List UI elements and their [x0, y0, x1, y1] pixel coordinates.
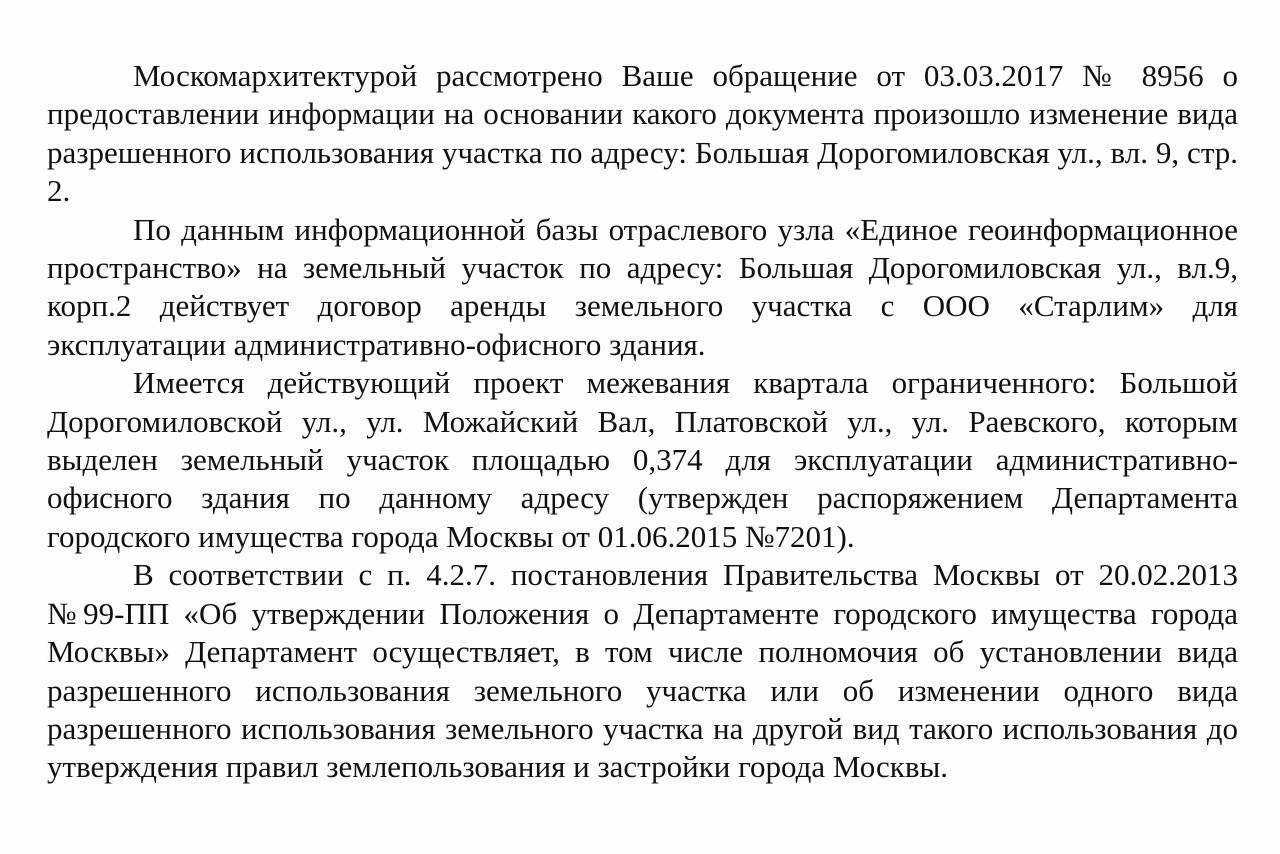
paragraph-lease-info: По данным информационной базы отраслевого узла «Единое геоинформационное пространство» на земельный участок по адресу: Большая Дорогомиловская ул., вл.9, корп.2 действует договор аренды земельного участка с ООО «Старлим» для эксплуатации административно-офисного здания.	[47, 211, 1238, 362]
paragraph-request-review: Москомархитектурой рассмотрено Ваше обращение от 03.03.2017 № 8956 о предоставлении информации на основании какого документа произошло изменение вида разрешенного использования участка по адресу: Большая Дорогомиловская ул., вл. 9, стр. 2.	[47, 58, 1238, 209]
paragraph-survey-project: Имеется действующий проект межевания квартала ограниченного: Большой Дорогомиловской ул., ул. Можайский Вал, Платовской ул., ул. Раевского, которым выделен земельный участок площадью 0,374 для эксплуатации административно-офисного здания по данному адресу (утвержден распоряжением Департамента городского имущества города Москвы от 01.06.2015 №7201).	[47, 365, 1238, 554]
letter-body	[47, 57, 1238, 787]
paragraph-legal-basis: В соответствии с п. 4.2.7. постановления Правительства Москвы от 20.02.2013 №99-ПП «Об утверждении Положения о Департаменте городского имущества города Москвы» Департамент осуществляет, в том числе полномочия об установлении вида разрешенного использования земельного участка или об изменении одного вида разрешенного использования земельного участка на другой вид такого использования до утверждения правил землепользования и застройки города Москвы.	[47, 557, 1238, 785]
